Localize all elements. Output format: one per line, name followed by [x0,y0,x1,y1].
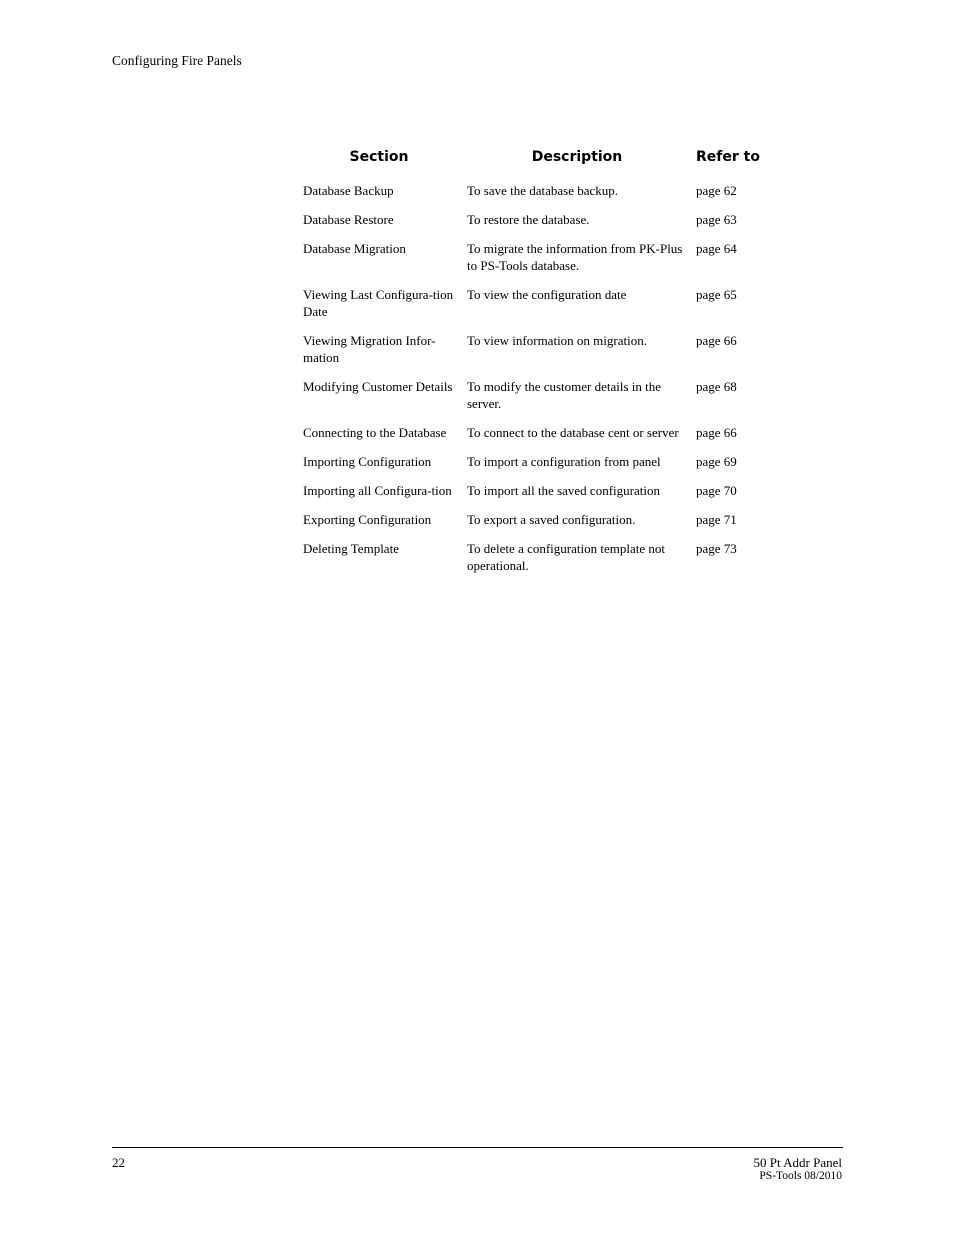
column-header-section: Section [349,149,409,165]
page-reference-cell: page 62 [696,183,737,198]
description-cell: To import all the saved configuration [467,483,660,498]
footer-document-version: PS-Tools 08/2010 [759,1170,842,1182]
page-reference-cell: page 73 [696,541,737,556]
table-row [297,424,797,453]
page-reference-cell: page 65 [696,287,737,302]
description-cell: To export a saved configuration. [467,512,636,527]
description-cell: To view the configuration date [467,287,627,302]
section-reference-table [297,143,797,586]
section-cell: Database Restore [303,212,394,227]
section-cell: Deleting Template [303,541,399,556]
page-reference-cell: page 66 [696,425,737,440]
section-cell: Viewing Last Configura-tion Date [303,287,454,319]
footer-document-info [754,1155,842,1183]
page-reference-cell: page 68 [696,379,737,394]
description-cell: To restore the database. [467,212,590,227]
page-reference-cell: page 71 [696,512,737,527]
description-cell: To save the database backup. [467,183,619,198]
table-row [297,453,797,482]
description-cell: To delete a configuration template not operational. [467,541,665,573]
table-row [297,482,797,511]
table-row [297,511,797,540]
running-header: Configuring Fire Panels [112,53,242,68]
section-cell: Importing Configuration [303,454,432,469]
table-row [297,211,797,240]
section-cell: Exporting Configuration [303,512,432,527]
section-cell: Connecting to the Database [303,425,447,440]
column-header-description: Description [531,149,623,165]
section-cell: Database Backup [303,183,394,198]
table-row [297,378,797,424]
section-cell: Importing all Configura-tion [303,483,452,498]
column-header-refer-to: Refer to [696,149,760,165]
description-cell: To connect to the database cent or server [467,425,679,440]
table-row [297,240,797,286]
description-cell: To modify the customer details in the server. [467,379,662,411]
table-header-row [297,143,797,182]
page-reference-cell: page 69 [696,454,737,469]
footer-divider [112,1147,843,1148]
section-cell: Database Migration [303,241,406,256]
table-row [297,540,797,586]
table-row [297,332,797,378]
page-reference-cell: page 66 [696,333,737,348]
description-cell: To import a configuration from panel [467,454,661,469]
footer-product-name: 50 Pt Addr Panel [753,1155,842,1170]
page-reference-cell: page 70 [696,483,737,498]
section-cell: Viewing Migration Infor-mation [303,333,436,365]
page-reference-cell: page 63 [696,212,737,227]
table-row [297,286,797,332]
description-cell: To migrate the information from PK-Plus to PS-Tools database. [467,241,683,273]
description-cell: To view information on migration. [467,333,647,348]
page-reference-cell: page 64 [696,241,737,256]
section-cell: Modifying Customer Details [303,379,453,394]
table-row [297,182,797,211]
page-number: 22 [112,1155,125,1170]
